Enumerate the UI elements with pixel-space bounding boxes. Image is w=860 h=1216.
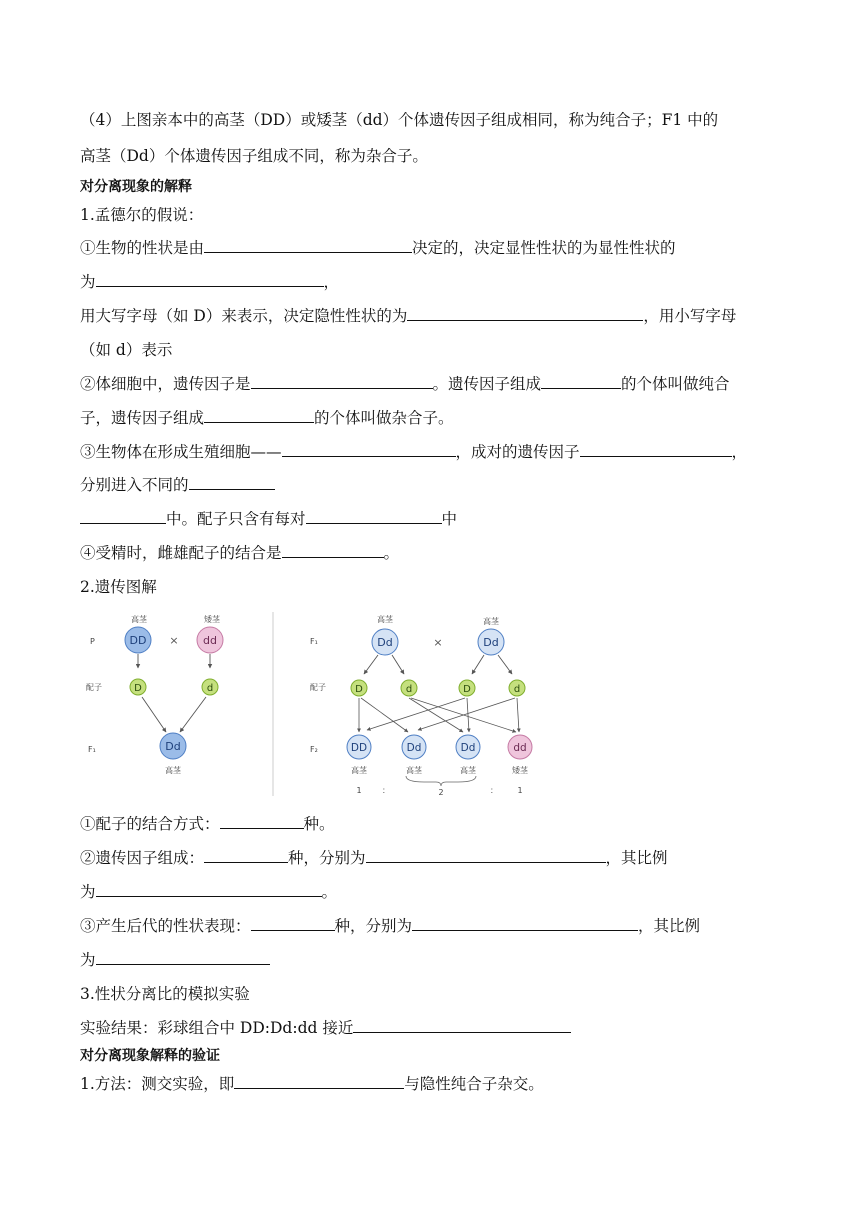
ratio-text: 1 (517, 786, 523, 795)
genotype-text: dd (513, 742, 527, 754)
answer-blank[interactable] (96, 881, 322, 897)
question-line (80, 1072, 544, 1094)
answer-blank[interactable] (366, 847, 606, 863)
text: 决定的，决定显性性状的为显性性状的 (412, 239, 676, 257)
question-line (80, 270, 339, 292)
text: （如 d）表示 (80, 341, 173, 359)
subheading (80, 203, 203, 225)
text: 。 (383, 544, 400, 562)
text: 高茎（Dd）个体遗传因子组成不同，称为杂合子。 (80, 147, 428, 165)
genotype-text: Dd (406, 742, 422, 754)
phenotype-label: 高茎 (131, 615, 147, 624)
answer-blank[interactable] (251, 915, 335, 931)
answer-blank[interactable] (204, 407, 314, 423)
text: 中。配子只含有每对 (166, 510, 306, 528)
question-line (80, 338, 172, 360)
answer-blank[interactable] (234, 1073, 404, 1089)
text: ，成对的遗传因子 (455, 443, 580, 461)
text: ③生物体在形成生殖细胞—— (80, 443, 282, 461)
gamete-text: D (355, 684, 363, 695)
text: ③产生后代的性状表现： (80, 917, 251, 935)
question-line (80, 406, 454, 428)
question-line (80, 948, 270, 970)
answer-blank[interactable] (251, 373, 433, 389)
subheading (80, 575, 157, 597)
question-line (80, 846, 668, 868)
text: 分别进入不同的 (80, 476, 189, 494)
genotype-text: Dd (483, 636, 499, 649)
generation-label-f1: F₁ (310, 637, 318, 646)
text: 子，遗传因子组成 (80, 409, 205, 427)
cross-symbol: × (169, 634, 179, 647)
arrow (392, 655, 404, 674)
text: 的个体叫做纯合 (621, 375, 730, 393)
text: 种，分别为 (334, 917, 413, 935)
arrow (364, 655, 378, 674)
text: ，用小写字母 (643, 307, 737, 325)
question-line (80, 880, 337, 902)
genetic-diagram (80, 608, 550, 800)
text: 为 (80, 273, 96, 291)
arrow (498, 655, 512, 674)
question-line (80, 372, 730, 394)
phenotype-label: 高茎 (377, 615, 393, 624)
phenotype-label: 高茎 (483, 617, 499, 626)
text: ②遗传因子组成： (80, 849, 205, 867)
generation-label-f2: F₂ (310, 745, 318, 754)
phenotype-label: 矮茎 (204, 615, 220, 624)
gamete-text: D (463, 684, 471, 695)
text: 1.孟德尔的假说： (80, 206, 204, 224)
text: ， (731, 443, 748, 461)
answer-blank[interactable] (407, 305, 643, 321)
phenotype-label: 高茎 (406, 766, 422, 775)
text: 的个体叫做杂合子。 (314, 409, 454, 427)
phenotype-label: 高茎 (351, 766, 367, 775)
text: （4）上图亲本中的高茎（DD）或矮茎（dd）个体遗传因子组成相同，称为纯合子；F1 中的 (80, 111, 719, 129)
text: 1.方法：测交实验，即 (80, 1075, 235, 1093)
heading-text: 对分离现象解释的验证 (80, 1048, 220, 1064)
text: 3.性状分离比的模拟实验 (80, 985, 250, 1003)
answer-blank[interactable] (96, 271, 324, 287)
text: ①配子的结合方式： (80, 815, 220, 833)
paragraph-line (80, 108, 780, 130)
ratio-text: ： (382, 786, 390, 795)
answer-blank[interactable] (353, 1017, 571, 1033)
question-line (80, 914, 700, 936)
arrow (472, 655, 484, 674)
text: ，其比例 (638, 917, 701, 935)
arrow (142, 697, 166, 732)
gamete-text: D (134, 683, 142, 694)
generation-label-gamete: 配子 (310, 683, 326, 692)
text: 2.遗传图解 (80, 578, 157, 596)
arrow (180, 697, 206, 732)
text: ④受精时，雌雄配子的结合是 (80, 544, 282, 562)
text: 实验结果：彩球组合中 DD:Dd:dd 接近 (80, 1019, 354, 1037)
text: 用大写字母（如 D）来表示，决定隐性性状的为 (80, 307, 408, 325)
phenotype-label: 矮茎 (512, 766, 528, 775)
answer-blank[interactable] (220, 813, 304, 829)
ratio-text: 1 (356, 786, 362, 795)
ratio-text: 2 (438, 788, 444, 797)
heading-text: 对分离现象的解释 (80, 179, 192, 195)
answer-blank[interactable] (96, 949, 270, 965)
cross-arrows (359, 698, 519, 732)
paragraph-line (80, 144, 428, 166)
gamete-text: d (513, 684, 521, 695)
text: 与隐性纯合子杂交。 (404, 1075, 544, 1093)
genotype-text: dd (203, 634, 217, 647)
phenotype-label: 高茎 (460, 766, 476, 775)
generation-label-f1: F₁ (88, 745, 96, 754)
phenotype-label: 高茎 (165, 766, 181, 775)
question-line (80, 1016, 571, 1038)
answer-blank[interactable] (189, 474, 275, 490)
cross-symbol: × (433, 636, 443, 649)
answer-blank[interactable] (282, 441, 456, 457)
answer-blank[interactable] (80, 508, 166, 524)
text: ①生物的性状是由 (80, 239, 205, 257)
answer-blank[interactable] (412, 915, 638, 931)
genotype-text: DD (350, 742, 368, 754)
text: 中 (441, 510, 458, 528)
answer-blank[interactable] (580, 441, 732, 457)
text: 。 (321, 883, 338, 901)
text: 为 (80, 883, 96, 901)
question-line (80, 507, 457, 529)
section-heading (80, 176, 192, 196)
answer-blank[interactable] (306, 508, 442, 524)
answer-blank[interactable] (282, 542, 384, 558)
question-line (80, 304, 736, 326)
genotype-text: Dd (377, 636, 393, 649)
text: 种，分别为 (288, 849, 366, 867)
question-line (80, 812, 335, 834)
text: 。遗传因子组成 (432, 375, 542, 393)
question-line (80, 473, 275, 495)
section-heading (80, 1045, 220, 1065)
text: 种。 (303, 815, 335, 833)
answer-blank[interactable] (541, 373, 621, 389)
ratio-text: ： (490, 786, 498, 795)
text: ②体细胞中，遗传因子是 (80, 375, 251, 393)
generation-label-gamete: 配子 (86, 683, 102, 692)
answer-blank[interactable] (204, 847, 288, 863)
brace (406, 776, 476, 786)
gamete-text: d (405, 684, 413, 695)
answer-blank[interactable] (204, 237, 412, 253)
genotype-text: Dd (460, 742, 476, 754)
subheading (80, 982, 250, 1004)
text: 为 (80, 951, 96, 969)
text: ， (323, 273, 340, 291)
generation-label-p: P (90, 637, 95, 646)
gamete-text: d (206, 683, 214, 694)
genotype-text: DD (129, 634, 147, 647)
question-line (80, 440, 747, 462)
text: ，其比例 (605, 849, 668, 867)
genotype-text: Dd (165, 740, 181, 753)
question-line (80, 541, 399, 563)
question-line (80, 236, 676, 258)
